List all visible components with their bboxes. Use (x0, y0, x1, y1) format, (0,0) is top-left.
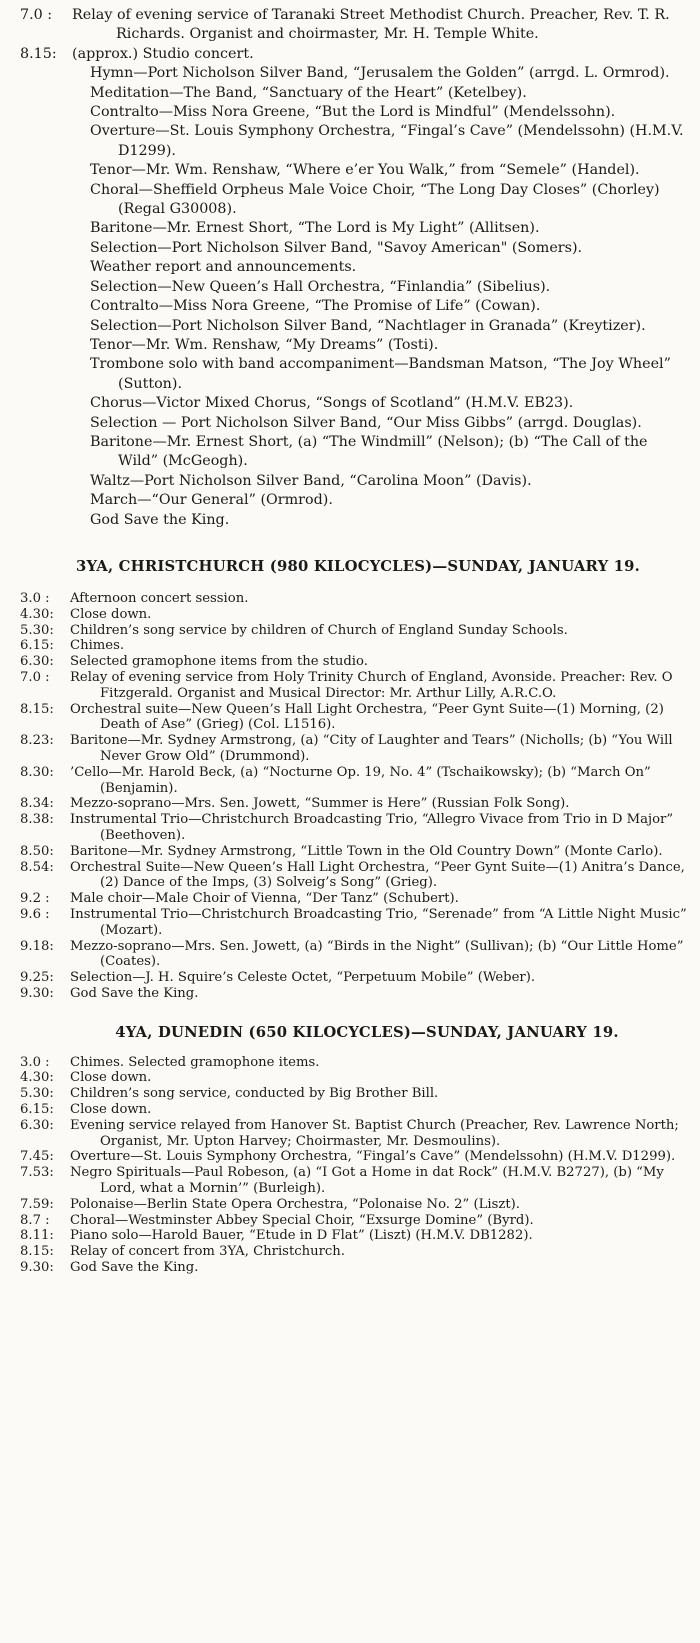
entry-text: Instrumental Trio—Christchurch Broadcasting Trio, “Serenade” from “A Little Night Music” (Mozart). (70, 906, 687, 938)
entry-time: 8.11: (20, 1228, 54, 1244)
program-entry (20, 1118, 690, 1150)
concert-item: Choral—Sheffield Orpheus Male Voice Choir, “The Long Day Closes” (Chorley) (Regal G30008). (90, 181, 660, 218)
concert-item: Meditation—The Band, “Sanctuary of the Heart” (Ketelbey). (90, 84, 527, 101)
concert-item: Chorus—Victor Mixed Chorus, “Songs of Scotland” (H.M.V. EB23). (90, 395, 574, 412)
program-entry (20, 812, 690, 844)
program-entry (20, 623, 690, 639)
entry-time: 5.30: (20, 622, 54, 638)
program-entry (20, 6, 690, 45)
entry-text: Relay of concert from 3YA, Christchurch. (70, 1244, 345, 1260)
entry-text: Choral—Westminster Abbey Special Choir, “Exsurge Domine” (Byrd). (70, 1212, 534, 1228)
concert-item: Baritone—Mr. Ernest Short, “The Lord is My Light” (Allitsen). (90, 220, 540, 237)
entry-text: (approx.) Studio concert. (72, 45, 254, 62)
entry-text: Negro Spirituals—Paul Robeson, (a) “I Got a Home in dat Rock” (H.M.V. B2727), (b) “My Lord, what a Mornin’” (Burleigh). (70, 1165, 664, 1197)
concert-item: Trombone solo with band accompaniment—Bandsman Matson, “The Joy Wheel” (Sutton). (90, 356, 671, 392)
entry-text: Selected gramophone items from the studio. (70, 654, 368, 670)
entry-text: Overture—St. Louis Symphony Orchestra, “Fingal’s Cave” (Mendelssohn) (H.M.V. D1299). (70, 1149, 676, 1165)
entry-text: Orchestral suite—New Queen’s Hall Light Orchestra, “Peer Gynt Suite—(1) Morning, (2) Death of Ase” (Grieg) (Col. L1516). (70, 701, 664, 733)
section-4ya-dunedin (20, 1055, 690, 1276)
entry-text: Chimes. Selected gramophone items. (70, 1054, 320, 1070)
program-entry (20, 939, 690, 971)
entry-text: Male choir—Male Choir of Vienna, “Der Tanz” (Schubert). (70, 891, 459, 907)
entry-time: 7.0 : (20, 669, 50, 685)
program-entry (20, 1055, 690, 1071)
program-entry (20, 1213, 690, 1229)
entry-text: God Save the King. (70, 985, 199, 1001)
entry-time: 8.15: (20, 45, 57, 62)
entry-time: 9.30: (20, 1260, 54, 1276)
concert-item: Selection—New Queen’s Hall Orchestra, “Finlandia” (Sibelius). (90, 278, 551, 295)
entry-text: Evening service relayed from Hanover St. Baptist Church (Preacher, Rev. Lawrence North; Organist, Mr. Upton Harvey; Choirmaster, Mr. Desmoulins). (70, 1117, 679, 1149)
entry-time: 8.34: (20, 796, 54, 812)
entry-text: Baritone—Mr. Sydney Armstrong, “Little Town in the Old Country Down” (Monte Carlo). (70, 843, 663, 859)
program-entry (20, 1086, 690, 1102)
program-entry (20, 1102, 690, 1118)
entry-time: 8.23: (20, 733, 54, 749)
program-entry (20, 1228, 690, 1244)
entry-time: 8.30: (20, 764, 54, 780)
entry-text: Relay of evening service of Taranaki Street Methodist Church. Preacher, Rev. T. R. Richards. Organist and choirmaster, Mr. H. Temple White. (72, 7, 670, 43)
entry-time: 9.25: (20, 970, 54, 986)
entry-time: 9.6 : (20, 906, 50, 922)
concert-item: Baritone—Mr. Ernest Short, (a) “The Windmill” (Nelson); (b) “The Call of the Wild” (McGeogh). (90, 433, 648, 470)
entry-text: ’Cello—Mr. Harold Beck, (a) “Nocturne Op. 19, No. 4” (Tschaikowsky); (b) “March On” (Benjamin). (70, 764, 651, 796)
concert-item: Selection—Port Nicholson Silver Band, “Nachtlager in Granada” (Kreytizer). (90, 317, 646, 334)
entry-time: 3.0 : (20, 590, 50, 606)
entry-text: Polonaise—Berlin State Opera Orchestra, “Polonaise No. 2” (Liszt). (70, 1196, 520, 1212)
program-entry (20, 1197, 690, 1213)
entry-text: Selection—J. H. Squire’s Celeste Octet, “Perpetuum Mobile” (Weber). (70, 970, 536, 986)
concert-item: Tenor—Mr. Wm. Renshaw, “My Dreams” (Tosti). (90, 336, 439, 353)
entry-text: Close down. (70, 1102, 152, 1118)
concert-item: Weather report and announcements. (90, 259, 357, 276)
concert-item: Contralto—Miss Nora Greene, “The Promise of Life” (Cowan). (90, 298, 541, 315)
entry-time: 9.30: (20, 985, 54, 1001)
entry-text: Orchestral Suite—New Queen’s Hall Light Orchestra, “Peer Gynt Suite—(1) Anitra’s Dance, (2) Dance of the Imps, (3) Solveig’s Song” (Grieg). (70, 859, 685, 891)
entry-text: Afternoon concert session. (70, 590, 249, 606)
program-entry (20, 796, 690, 812)
entry-time: 7.45: (20, 1149, 54, 1165)
entry-time: 6.30: (20, 654, 54, 670)
program-entry (20, 654, 690, 670)
entry-time: 7.0 : (20, 7, 53, 23)
program-entry (20, 891, 690, 907)
entry-time: 8.50: (20, 843, 54, 859)
program-entry (20, 1149, 690, 1165)
entry-time: 8.38: (20, 812, 54, 828)
concert-item: Contralto—Miss Nora Greene, “But the Lord is Mindful” (Mendelssohn). (90, 104, 616, 121)
entry-time: 5.30: (20, 1086, 54, 1102)
entry-time: 9.2 : (20, 891, 50, 907)
entry-text: Children’s song service, conducted by Big Brother Bill. (70, 1086, 439, 1102)
concert-item: Selection—Port Nicholson Silver Band, "Savoy American" (Somers). (90, 239, 583, 256)
program-entry (20, 733, 690, 765)
concert-item: Selection — Port Nicholson Silver Band, “Our Miss Gibbs” (arrgd. Douglas). (90, 414, 642, 431)
program-entry (20, 1260, 690, 1276)
concert-item: God Save the King. (90, 511, 230, 528)
entry-time: 8.15: (20, 701, 54, 717)
entry-text: Mezzo-soprano—Mrs. Sen. Jowett, (a) “Birds in the Night” (Sullivan); (b) “Our Little Home” (Coates). (70, 938, 684, 970)
program-entry (20, 860, 690, 892)
entry-time: 6.15: (20, 638, 54, 654)
entry-time: 7.59: (20, 1196, 54, 1212)
entry-text: Close down. (70, 606, 152, 622)
entry-time: 8.7 : (20, 1212, 50, 1228)
entry-text: Baritone—Mr. Sydney Armstrong, (a) “City of Laughter and Tears” (Nicholls; (b) “You Will Never Grow Old” (Drummond). (70, 733, 673, 764)
entry-text: Mezzo-soprano—Mrs. Sen. Jowett, “Summer is Here” (Russian Folk Song). (70, 796, 570, 812)
entry-time: 8.15: (20, 1244, 54, 1260)
program-entry (20, 1244, 690, 1260)
concert-item: Overture—St. Louis Symphony Orchestra, “Fingal’s Cave” (Mendelssohn) (H.M.V. D1299). (90, 123, 684, 159)
entry-text: Relay of evening service from Holy Trinity Church of England, Avonside. Preacher: Rev. O Fitzgerald. Organist and Musical Director: Mr. Arthur Lilly, A.R.C.O. (70, 669, 673, 701)
program-entry (20, 844, 690, 860)
concert-item: Hymn—Port Nicholson Silver Band, “Jerusalem the Golden” (arrgd. L. Ormrod). (90, 65, 670, 82)
entry-text: Children’s song service by children of Church of England Sunday Schools. (70, 622, 568, 638)
concert-item: March—“Our General” (Ormrod). (90, 492, 333, 509)
section-3ya-christchurch (20, 591, 690, 1002)
entry-text: Close down. (70, 1070, 152, 1086)
entry-time: 3.0 : (20, 1054, 50, 1070)
entry-time: 4.30: (20, 606, 54, 622)
program-entry (20, 607, 690, 623)
program-entry (20, 702, 690, 734)
entry-text: Chimes. (70, 638, 125, 654)
section-2ya-continued (20, 6, 690, 530)
entry-text: Instrumental Trio—Christchurch Broadcasting Trio, “Allegro Vivace from Trio in D Major” (Beethoven). (70, 812, 674, 843)
program-entry (20, 970, 690, 986)
program-entry (20, 986, 690, 1002)
entry-time: 7.53: (20, 1165, 54, 1181)
program-entry (20, 765, 690, 797)
entry-time: 6.15: (20, 1102, 54, 1118)
program-entry (20, 907, 690, 939)
entry-text: Piano solo—Harold Bauer, “Etude in D Flat” (Liszt) (H.M.V. DB1282). (70, 1228, 533, 1244)
program-entry (20, 638, 690, 654)
entry-time: 4.30: (20, 1070, 54, 1086)
station-heading-4ya: 4YA, DUNEDIN (650 KILOCYCLES)—SUNDAY, JANUARY 19. (115, 1023, 619, 1041)
program-entry (20, 1165, 690, 1197)
station-heading-3ya: 3YA, CHRISTCHURCH (980 KILOCYCLES)—SUNDAY, JANUARY 19. (75, 557, 641, 575)
entry-text: God Save the King. (70, 1260, 199, 1276)
program-entry (20, 670, 690, 702)
concert-item: Waltz—Port Nicholson Silver Band, “Carolina Moon” (Davis). (90, 472, 532, 489)
program-entry (20, 591, 690, 607)
entry-time: 9.18: (20, 938, 54, 954)
entry-time: 6.30: (20, 1117, 54, 1133)
concert-item: Tenor—Mr. Wm. Renshaw, “Where e’er You Walk,” from “Semele” (Handel). (90, 162, 640, 179)
program-entry (20, 45, 690, 64)
program-entry (20, 1070, 690, 1086)
entry-time: 8.54: (20, 859, 54, 875)
